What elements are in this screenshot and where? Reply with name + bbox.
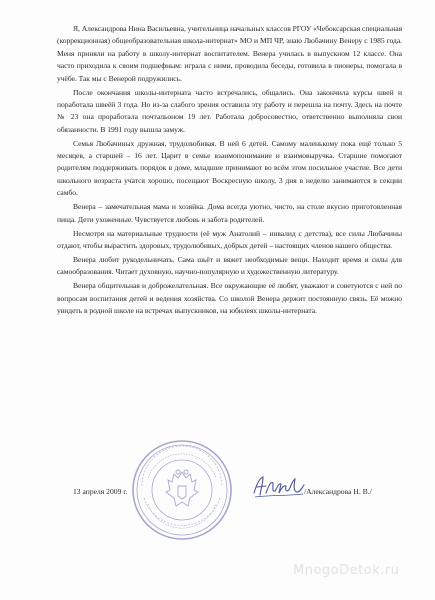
paragraph-difficulties: Несмотря на материальные трудности (её муж Анатолий – инвалид с детства), все силы Любачины отдают, чтобы вырастить здоровых, трудолюбивых, добрых детей – настоящих членов нашего общества.: [57, 228, 402, 250]
paragraph-career: После окончания школы-интерната часто встречались, общались. Она закончила курсы швей и поработала швеёй 3 года. Но из-за слабого зрения оставила эту работу и перешла на почту. Здесь на почте № 23 она проработала почтальоном 19 лет. Работала добросовестно, ответственно выполняла свои обязанности. В 1991 году вышла замуж.: [57, 87, 402, 134]
paragraph-intro: Я, Александрова Нина Васильевна, учительница начальных классов РГОУ «Чебоксарская специальная (коррекционная) общеобразовательная школа-интернат» МО и МП ЧР, знаю Любачину Венеру с 1985 года. Меня приняли на работу в школу-интернат воспитателем. Венера училась в выпускном 12 классе. Она часто приходила к своим подшефным: играла с ними, проводила беседы, готовила в пионеры, помогала в учёбе. Так мы с Венерой подружились.: [57, 24, 403, 83]
handwritten-signature: [251, 473, 307, 501]
paragraph-family: Семья Любачиных дружная, трудолюбивая. В ней 6 детей. Самому маленькому пока ещё только 5 месяцев, а старшей – 16 лет. Царит в семье взаимопонимание и взаимовыручка. Старшие помогают родителям поддерживать порядок в доме, младшие принимают во всём этом посильное участие. Все дети школьного возраста учатся хорошо, посещают Воскресную школу, 3 дня в неделю занимаются в секции самбо.: [57, 138, 402, 198]
letter-date: 13 апреля 2009 г.: [73, 487, 128, 496]
paragraph-mother: Венера – замечательная мама и хозяйка. Дома всегда уютно, чисто, на столе вкусно приготовленная пища. Дети ухоженные. Чувствуется любовь и забота родителей.: [57, 202, 402, 224]
signature-row: [73, 483, 413, 503]
site-watermark: MnogoDetok.ru: [293, 563, 400, 578]
paragraph-handicraft: Венера любит рукодельничать. Сама шьёт и вяжет необходимые вещи. Находит время и силы для самообразования. Читает духовную, научно-популярную и художественную литературу.: [57, 254, 402, 277]
signer-name: /Александрова Н. В./: [304, 487, 372, 496]
paragraph-sociable: Венера общительная и доброжелательная. Все окружающие её любят, уважают и советуются с ней по вопросам воспитания детей и ведения хозяйства. Со школой Венера держит постоянную связь. Её можно увидеть в родной школе на встречах выпускников, на юбилеях школы-интерната.: [57, 281, 402, 315]
letter-body: [57, 23, 402, 319]
